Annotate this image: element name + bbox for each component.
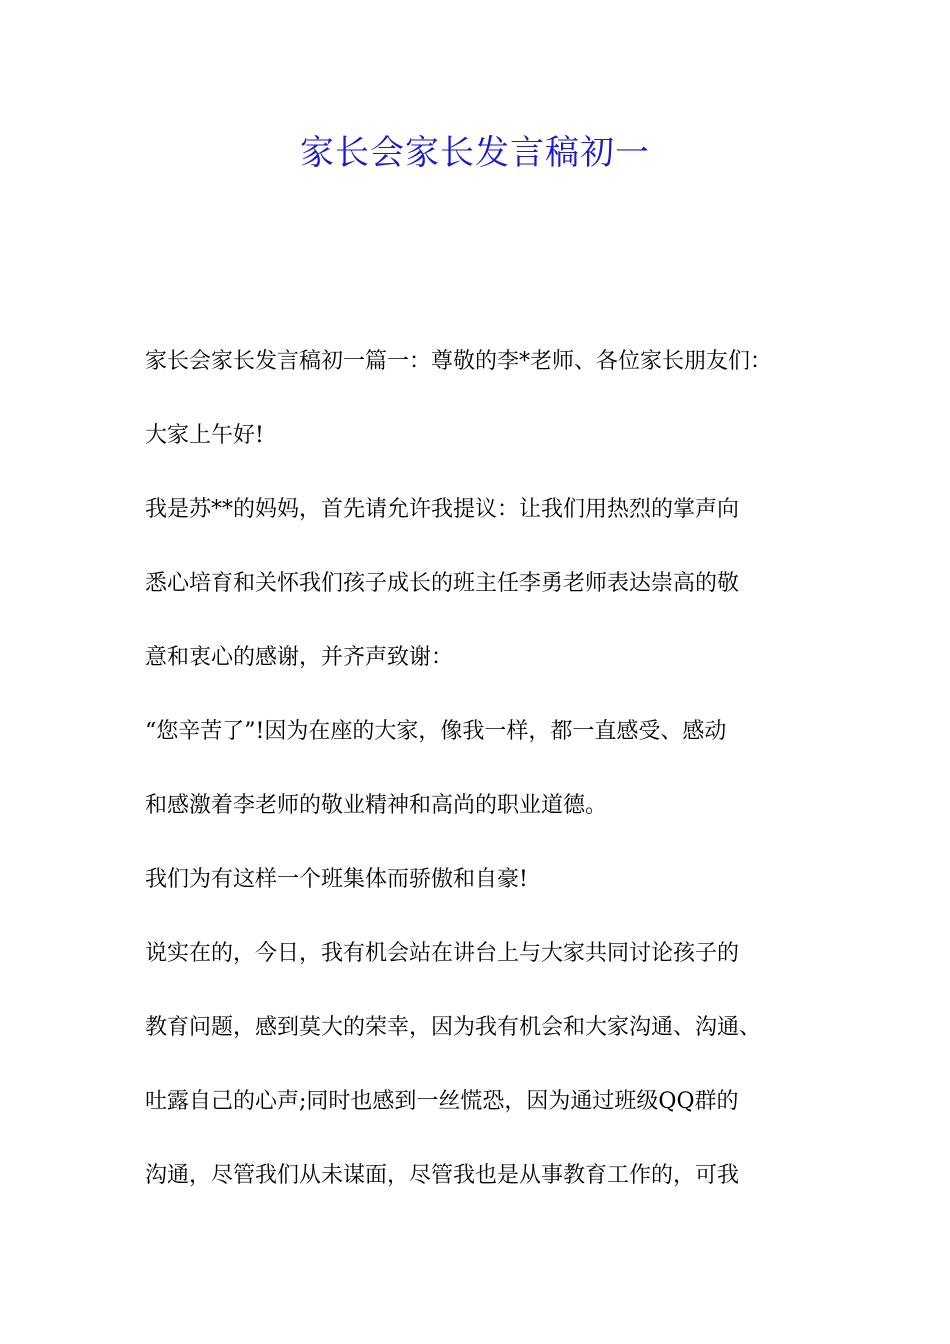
paragraph-line: 说实在的，今日，我有机会站在讲台上与大家共同讨论孩子的 — [145, 941, 740, 966]
paragraph-line: 家长会家长发言稿初一篇一：尊敬的李*老师、各位家长朋友们： — [145, 349, 773, 374]
paragraph-line: 悉心培育和关怀我们孩子成长的班主任李勇老师表达崇高的敬 — [145, 571, 740, 596]
paragraph-line: 大家上午好! — [145, 423, 264, 448]
paragraph-line: 意和衷心的感谢，并齐声致谢： — [145, 645, 454, 670]
paragraph-line: “您辛苦了”!因为在座的大家，像我一样，都一直感受、感动 — [145, 719, 727, 744]
paragraph-line: 教育问题，感到莫大的荣幸，因为我有机会和大家沟通、沟通、 — [145, 1015, 762, 1040]
paragraph-line: 沟通，尽管我们从未谋面，尽管我也是从事教育工作的，可我 — [145, 1163, 740, 1188]
paragraph-line: 我是苏**的妈妈，首先请允许我提议：让我们用热烈的掌声向 — [145, 497, 740, 522]
paragraph-line: 和感激着李老师的敬业精神和高尚的职业道德。 — [145, 793, 608, 818]
paragraph-line: 我们为有这样一个班集体而骄傲和自豪! — [145, 867, 528, 892]
paragraph-line: 吐露自己的心声;同时也感到一丝慌恐，因为通过班级QQ群的 — [145, 1089, 739, 1114]
document-title: 家长会家长发言稿初一 — [300, 133, 650, 173]
